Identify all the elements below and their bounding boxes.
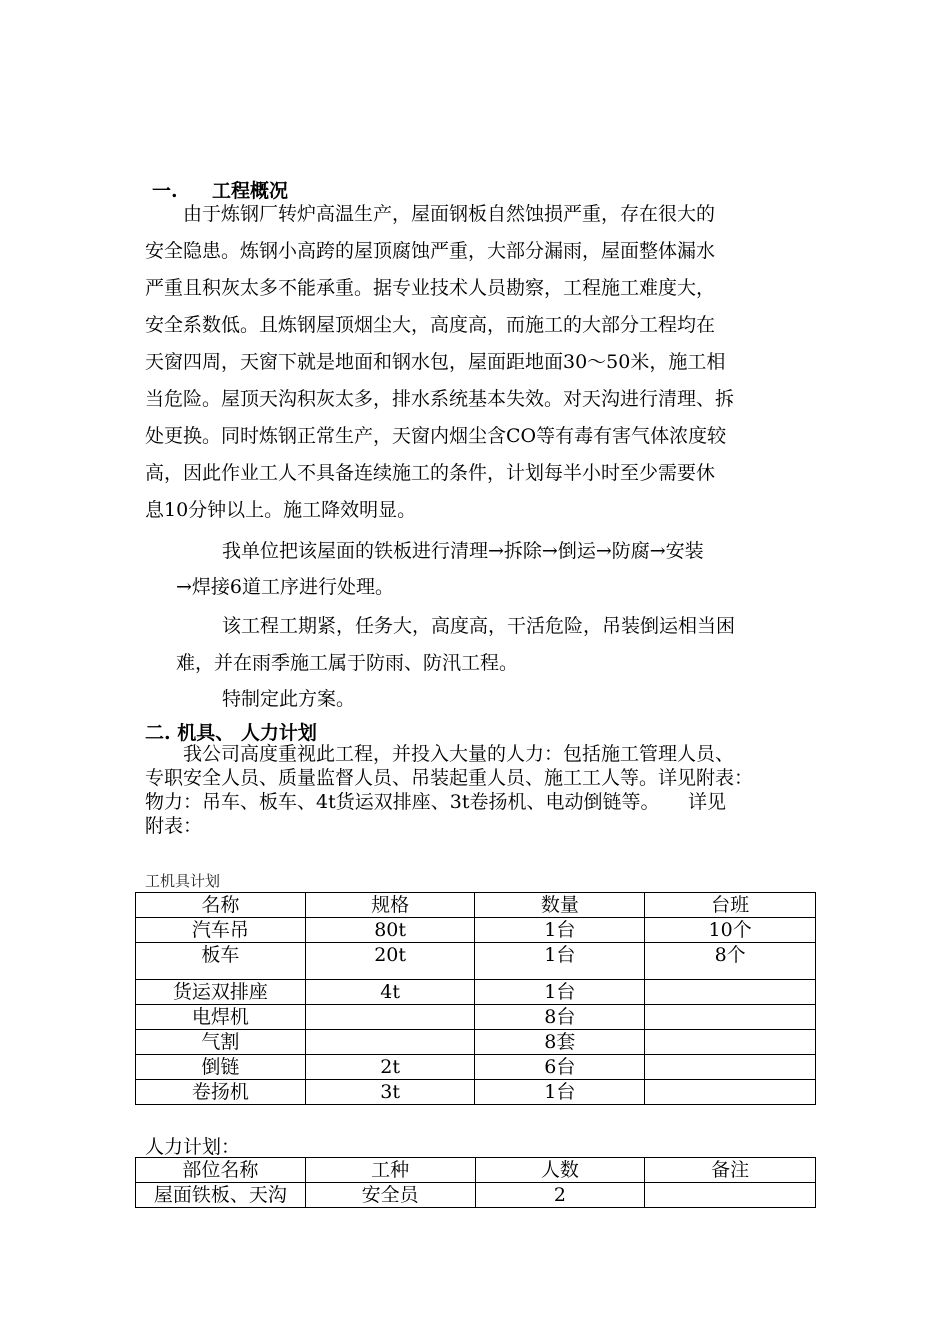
section1-number: 一. [152, 180, 178, 202]
table-cell [305, 1030, 475, 1055]
table-row [136, 1005, 816, 1030]
table-header-cell: 人数 [475, 1158, 645, 1183]
table-cell [645, 980, 816, 1005]
table-header-cell: 数量 [475, 893, 645, 918]
table-cell: 安全员 [305, 1183, 475, 1208]
table-cell [645, 1030, 816, 1055]
section1-line: 处更换。同时炼钢正常生产，天窗内烟尘含CO等有毒有害气体浓度较 [145, 425, 727, 447]
table-cell [645, 1183, 816, 1208]
table-row [136, 1030, 816, 1055]
section1-line: 高，因此作业工人不具备连续施工的条件，计划每半小时至少需要休 [145, 462, 716, 484]
table-cell: 货运双排座 [136, 980, 306, 1005]
table-cell [645, 1080, 816, 1105]
section2-line: 附表： [145, 815, 203, 837]
table-header-cell: 规格 [305, 893, 475, 918]
table-cell: 8台 [475, 1005, 645, 1030]
process-paragraph-line2: →焊接6道工序进行处理。 [176, 576, 395, 598]
table-header-cell: 台班 [645, 893, 816, 918]
table-row [136, 980, 816, 1005]
table-row [136, 1055, 816, 1080]
schedule-paragraph-line1: 该工程工期紧，任务大，高度高，干活危险，吊装倒运相当困 [222, 615, 736, 637]
table-cell: 6台 [475, 1055, 645, 1080]
table-cell: 1台 [475, 1080, 645, 1105]
table-cell: 气割 [136, 1030, 306, 1055]
table-header-cell: 备注 [645, 1158, 816, 1183]
table-cell [305, 1005, 475, 1030]
table-cell: 倒链 [136, 1055, 306, 1080]
table-cell: 电焊机 [136, 1005, 306, 1030]
table-cell: 80t [305, 918, 475, 943]
table-row [136, 1183, 816, 1208]
table-cell: 8个 [645, 943, 816, 980]
section1-title: 工程概况 [212, 180, 289, 202]
section1-line: 息10分钟以上。施工降效明显。 [145, 499, 417, 521]
table-row [136, 918, 816, 943]
section1-line: 严重且积灰太多不能承重。据专业技术人员勘察，工程施工难度大， [145, 277, 716, 299]
table-header-cell: 名称 [136, 893, 306, 918]
table-cell: 8套 [475, 1030, 645, 1055]
table-cell: 1台 [475, 980, 645, 1005]
section1-line: 由于炼钢厂转炉高温生产，屋面钢板自然蚀损严重，存在很大的 [145, 203, 716, 225]
section2-body [145, 742, 825, 838]
table-cell [645, 1005, 816, 1030]
table-cell: 4t [305, 980, 475, 1005]
table-header-row [136, 893, 816, 918]
process-paragraph-line1: 我单位把该屋面的铁板进行清理→拆除→倒运→防腐→安装 [222, 540, 704, 562]
table-cell: 1台 [475, 918, 645, 943]
table-cell: 10个 [645, 918, 816, 943]
table-cell [645, 1055, 816, 1080]
section1-line: 安全系数低。且炼钢屋顶烟尘大，高度高，而施工的大部分工程均在 [145, 314, 716, 336]
section1-line: 安全隐患。炼钢小高跨的屋顶腐蚀严重，大部分漏雨，屋面整体漏水 [145, 240, 716, 262]
people-table [135, 1157, 816, 1208]
table-cell: 20t [305, 943, 475, 980]
section2-line: 专职安全人员、质量监督人员、吊装起重人员、施工工人等。详见附表： [145, 767, 754, 789]
tools-table-caption: 工机具计划 [145, 872, 221, 890]
table-cell: 2 [475, 1183, 645, 1208]
table-header-row [136, 1158, 816, 1183]
closing-paragraph: 特制定此方案。 [222, 688, 356, 710]
table-header-cell: 工种 [305, 1158, 475, 1183]
table-cell: 2t [305, 1055, 475, 1080]
table-row [136, 1080, 816, 1105]
section1-body [145, 196, 815, 529]
section1-line: 当危险。屋顶天沟积灰太多，排水系统基本失效。对天沟进行清理、拆 [145, 388, 735, 410]
table-header-cell: 部位名称 [136, 1158, 306, 1183]
table-cell: 卷扬机 [136, 1080, 306, 1105]
table-cell: 屋面铁板、天沟 [136, 1183, 306, 1208]
tools-table [135, 892, 816, 1105]
table-cell: 汽车吊 [136, 918, 306, 943]
section2-line: 我公司高度重视此工程，并投入大量的人力：包括施工管理人员、 [145, 743, 735, 765]
section1-line: 天窗四周，天窗下就是地面和钢水包，屋面距地面30～50米，施工相 [145, 351, 726, 373]
table-cell: 1台 [475, 943, 645, 980]
section2-line: 物力：吊车、板车、4t货运双排座、3t卷扬机、电动倒链等。 详见 [145, 791, 726, 813]
table-row [136, 943, 816, 980]
people-table-caption: 人力计划： [145, 1136, 241, 1158]
section2-heading: 二. 机具、 人力计划 [145, 722, 317, 744]
table-cell: 3t [305, 1080, 475, 1105]
table-cell: 板车 [136, 943, 306, 980]
schedule-paragraph-line2: 难，并在雨季施工属于防雨、防汛工程。 [176, 652, 519, 674]
